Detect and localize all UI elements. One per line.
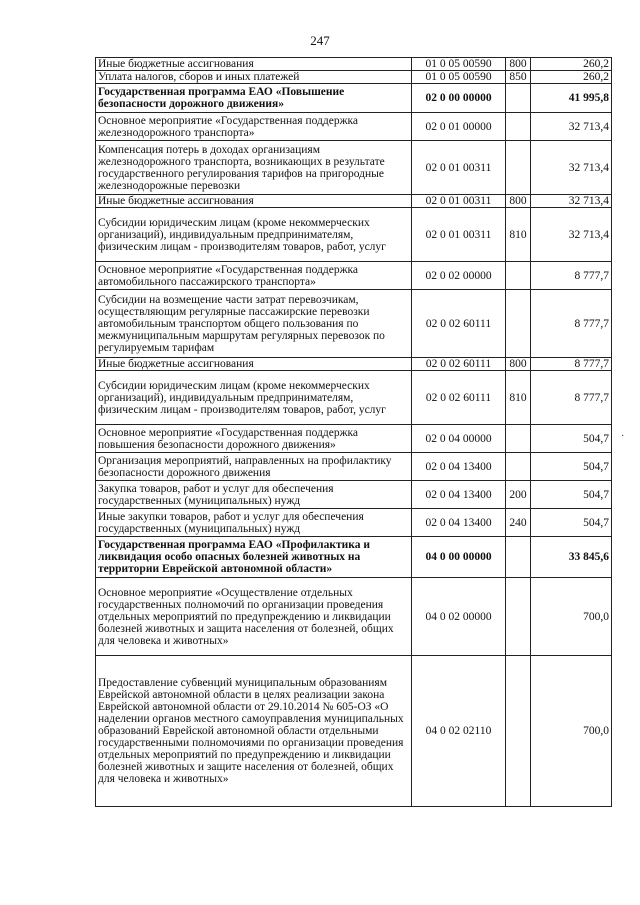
table-row — [96, 371, 612, 425]
table-row — [96, 84, 612, 113]
row-name: Иные бюджетные ассигнования — [96, 195, 412, 208]
row-vr — [506, 290, 531, 358]
row-name: Государственная программа ЕАО «Повышение безопасности дорожного движения» — [96, 84, 412, 113]
row-vr — [506, 537, 531, 578]
table-row — [96, 195, 612, 208]
row-amount: 8 777,7 — [531, 290, 612, 358]
row-vr — [506, 578, 531, 656]
row-vr: 240 — [506, 509, 531, 537]
page-number: 247 — [310, 33, 330, 48]
row-vr — [506, 262, 531, 290]
row-code: 02 0 02 60111 — [412, 290, 506, 358]
row-name: Организация мероприятий, направленных на профилактику безопасности дорожного движения — [96, 453, 412, 481]
row-name: Иные закупки товаров, работ и услуг для обеспечения государственных (муниципальных) нужд — [96, 509, 412, 537]
row-amount: 700,0 — [531, 578, 612, 656]
table-row — [96, 425, 612, 453]
row-amount: 504,7 — [531, 425, 612, 453]
table-row — [96, 537, 612, 578]
row-amount: 8 777,7 — [531, 358, 612, 371]
row-name: Основное мероприятие «Государственная поддержка железнодорожного транспорта» — [96, 113, 412, 141]
row-name: Компенсация потерь в доходах организациям железнодорожного транспорта, возникающих в результате государственного регулирования тарифов на пригородные железнодорожные перевозки — [96, 141, 412, 195]
budget-table — [95, 57, 612, 807]
row-amount: 260,2 — [531, 71, 612, 84]
row-code: 04 0 02 02110 — [412, 656, 506, 807]
row-name: Субсидии юридическим лицам (кроме некоммерческих организаций), индивидуальным предпринимателям, физическим лицам - производителям товаров, работ, услуг — [96, 208, 412, 262]
row-code: 04 0 00 00000 — [412, 537, 506, 578]
table-row — [96, 453, 612, 481]
row-vr — [506, 84, 531, 113]
row-code: 04 0 02 00000 — [412, 578, 506, 656]
row-code: 02 0 02 60111 — [412, 371, 506, 425]
row-name: Предоставление субвенций муниципальным образованиям Еврейской автономной области в целях реализации закона Еврейской автономной области от 29.10.2014 № 605-ОЗ «О наделении органов местного самоуправления муниципальных образований Еврейской автономной области отдельными государственными полномочиями по организации проведения отдельных мероприятий по предупреждению и ликвидации болезней животных и защите населения от болезней, общих для человека и животных» — [96, 656, 412, 807]
row-name: Основное мероприятие «Осуществление отдельных государственных полномочий по организации проведения отдельных мероприятий по предупреждению и ликвидации болезней животных и защита населения от болезней, общих для человека и животных» — [96, 578, 412, 656]
row-code: 02 0 04 13400 — [412, 453, 506, 481]
row-vr — [506, 656, 531, 807]
table-row — [96, 141, 612, 195]
row-name: Государственная программа ЕАО «Профилактика и ликвидация особо опасных болезней животных на территории Еврейской автономной области» — [96, 537, 412, 578]
row-code: 02 0 04 13400 — [412, 481, 506, 509]
table-row — [96, 481, 612, 509]
row-amount: 260,2 — [531, 58, 612, 71]
row-code: 02 0 01 00311 — [412, 141, 506, 195]
row-vr: 810 — [506, 371, 531, 425]
row-code: 02 0 00 00000 — [412, 84, 506, 113]
row-amount: 504,7 — [531, 453, 612, 481]
budget-table-body — [96, 58, 612, 807]
table-row — [96, 290, 612, 358]
table-row — [96, 71, 612, 84]
row-code: 02 0 04 00000 — [412, 425, 506, 453]
table-row — [96, 58, 612, 71]
row-amount: 8 777,7 — [531, 371, 612, 425]
table-row — [96, 656, 612, 807]
row-code: 01 0 05 00590 — [412, 71, 506, 84]
row-name: Основное мероприятие «Государственная поддержка автомобильного пассажирского транспорта» — [96, 262, 412, 290]
row-code: 02 0 04 13400 — [412, 509, 506, 537]
row-amount: 32 713,4 — [531, 113, 612, 141]
table-row — [96, 358, 612, 371]
row-amount: 504,7 — [531, 509, 612, 537]
row-amount: 32 713,4 — [531, 195, 612, 208]
row-name: Уплата налогов, сборов и иных платежей — [96, 71, 412, 84]
row-name: Основное мероприятие «Государственная поддержка повышения безопасности дорожного движения» — [96, 425, 412, 453]
row-code: 02 0 02 00000 — [412, 262, 506, 290]
row-vr — [506, 453, 531, 481]
row-code: 01 0 05 00590 — [412, 58, 506, 71]
row-vr: 800 — [506, 195, 531, 208]
table-row — [96, 578, 612, 656]
table-row — [96, 208, 612, 262]
row-vr — [506, 113, 531, 141]
row-name: Иные бюджетные ассигнования — [96, 58, 412, 71]
row-vr: 810 — [506, 208, 531, 262]
row-code: 02 0 01 00000 — [412, 113, 506, 141]
row-amount: 504,7 — [531, 481, 612, 509]
row-name: Закупка товаров, работ и услуг для обеспечения государственных (муниципальных) нужд — [96, 481, 412, 509]
row-vr: 200 — [506, 481, 531, 509]
row-code: 02 0 02 60111 — [412, 358, 506, 371]
row-amount: 41 995,8 — [531, 84, 612, 113]
table-row — [96, 262, 612, 290]
stray-mark: · — [621, 431, 625, 442]
row-amount: 8 777,7 — [531, 262, 612, 290]
row-name: Субсидии на возмещение части затрат перевозчикам, осуществляющим регулярные пассажирские перевозки автомобильным транспортом общего пользования по межмуниципальным маршрутам регулярных перевозок по регулируемым тарифам — [96, 290, 412, 358]
row-name: Субсидии юридическим лицам (кроме некоммерческих организаций), индивидуальным предпринимателям, физическим лицам - производителям товаров, работ, услуг — [96, 371, 412, 425]
row-amount: 32 713,4 — [531, 208, 612, 262]
row-vr — [506, 425, 531, 453]
row-vr: 800 — [506, 358, 531, 371]
row-vr: 800 — [506, 58, 531, 71]
row-vr: 850 — [506, 71, 531, 84]
row-code: 02 0 01 00311 — [412, 208, 506, 262]
table-row — [96, 113, 612, 141]
row-amount: 32 713,4 — [531, 141, 612, 195]
row-amount: 33 845,6 — [531, 537, 612, 578]
row-code: 02 0 01 00311 — [412, 195, 506, 208]
table-row — [96, 509, 612, 537]
row-vr — [506, 141, 531, 195]
row-amount: 700,0 — [531, 656, 612, 807]
row-name: Иные бюджетные ассигнования — [96, 358, 412, 371]
